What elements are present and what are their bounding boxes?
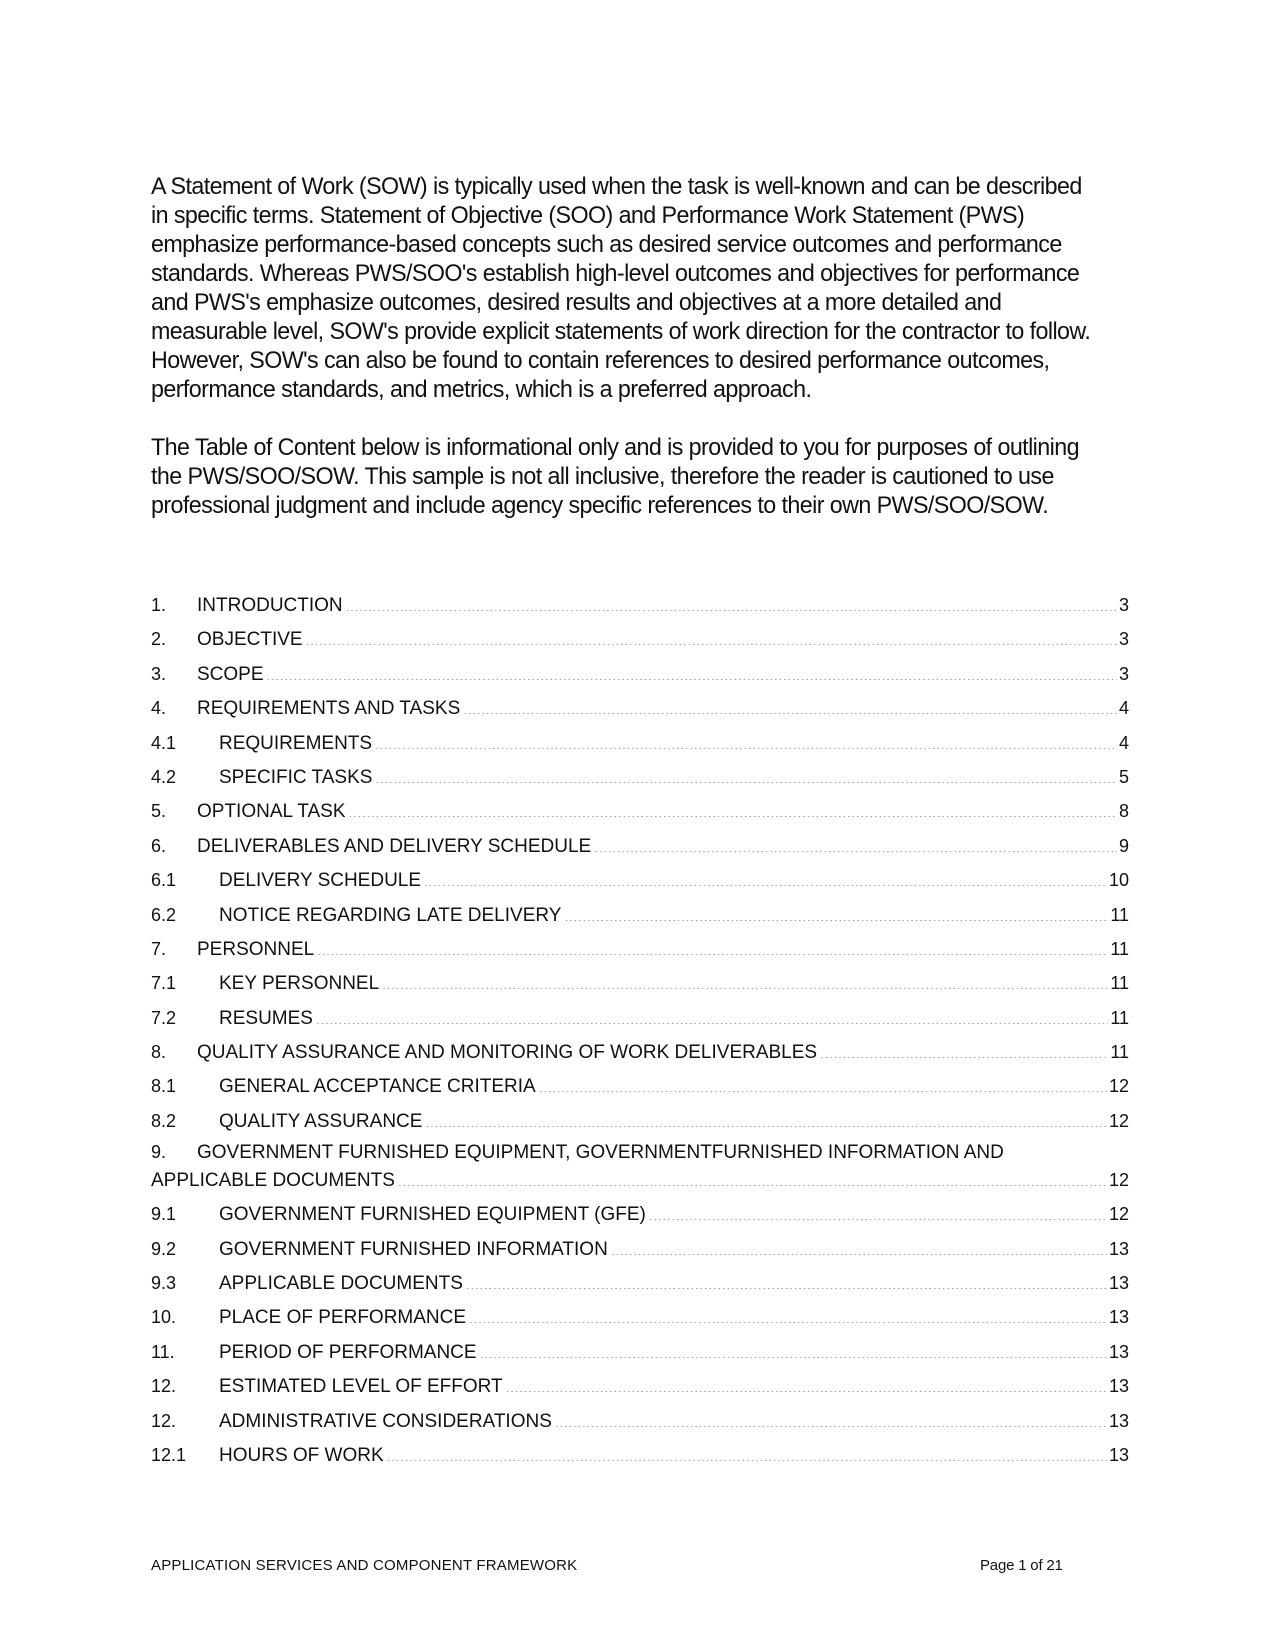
footer-document-title: APPLICATION SERVICES AND COMPONENT FRAMEWORK: [151, 1557, 578, 1574]
toc-leader-dots: [611, 1236, 1107, 1255]
intro-paragraph-1: A Statement of Work (SOW) is typically used when the task is well-known and can be described in specific terms. Statement of Objective (SOO) and Performance Work Statement (PWS) emphasize performance-based concepts such as desired service outcomes and performance standards. Whereas PWS/SOO's establish high-level outcomes and objectives for performance and PWS's emphasize outcomes, desired results and objectives at a more detailed and measurable level, SOW's provide explicit statements of work direction for the contractor to follow. However, SOW's can also be found to contain references to desired performance outcomes, performance standards, and metrics, which is a preferred approach.: [151, 173, 1091, 403]
toc-entry-title-continued: APPLICABLE DOCUMENTS: [151, 1170, 395, 1192]
toc-entry-title: HOURS OF WORK: [219, 1444, 384, 1466]
toc-leader-dots: [466, 1270, 1107, 1289]
toc-entry-page: 3: [1118, 595, 1129, 615]
toc-entry[interactable]: [151, 833, 1129, 867]
toc-leader-dots: [382, 970, 1108, 989]
table-of-contents: [151, 592, 1129, 1476]
toc-entry-title: OPTIONAL TASK: [197, 801, 346, 823]
toc-entry-page: 3: [1118, 663, 1129, 684]
toc-entry-title: QUALITY ASSURANCE AND MONITORING OF WORK DELIVERABLES: [197, 1042, 818, 1064]
toc-entry-number: 9.2: [151, 1238, 177, 1259]
toc-entry-page: 4: [1118, 698, 1129, 719]
toc-entry-page: 12: [1108, 1076, 1129, 1097]
toc-entry-title: DELIVERY SCHEDULE: [219, 870, 422, 892]
toc-entry-page: 12: [1108, 1170, 1129, 1191]
toc-entry[interactable]: [151, 1408, 1129, 1442]
toc-leader-dots: [424, 867, 1107, 886]
toc-entry-number: 4.2: [151, 766, 177, 787]
toc-leader-dots: [316, 1005, 1108, 1024]
toc-leader-dots: [506, 1373, 1107, 1392]
toc-entry-number: 2.: [151, 629, 167, 650]
toc-entry-number: 10.: [151, 1307, 177, 1328]
toc-entry-page: 11: [1110, 973, 1129, 994]
toc-entry-title: NOTICE REGARDING LATE DELIVERY: [219, 904, 562, 926]
toc-entry[interactable]: [151, 1201, 1129, 1235]
toc-entry-number: 1.: [151, 595, 167, 615]
toc-entry-title: GOVERNMENT FURNISHED EQUIPMENT (GFE): [219, 1204, 646, 1226]
toc-entry-title: ESTIMATED LEVEL OF EFFORT: [219, 1376, 503, 1398]
toc-entry[interactable]: [151, 1142, 1129, 1193]
toc-entry-page: 9: [1118, 835, 1129, 856]
toc-entry-title: RESUMES: [219, 1007, 313, 1029]
toc-entry-page: 4: [1118, 732, 1129, 753]
toc-entry-page: 13: [1108, 1341, 1129, 1362]
toc-leader-dots: [564, 902, 1108, 921]
toc-entry[interactable]: [151, 1373, 1129, 1407]
toc-entry-title: PERSONNEL: [197, 938, 315, 960]
toc-entry-page: 13: [1108, 1444, 1129, 1465]
toc-entry[interactable]: [151, 867, 1129, 901]
toc-entry[interactable]: [151, 661, 1129, 695]
toc-entry-page: 13: [1108, 1376, 1129, 1397]
toc-entry-number: 7.1: [151, 973, 177, 994]
intro-paragraph-2: The Table of Content below is informational only and is provided to you for purposes of outlining the PWS/SOO/SOW. This sample is not all inclusive, therefore the reader is cautioned to use professional judgment and include agency specific references to their own PWS/SOO/SOW.: [151, 434, 1079, 519]
toc-entry-title: DELIVERABLES AND DELIVERY SCHEDULE: [197, 835, 592, 857]
toc-entry-title: SPECIFIC TASKS: [219, 766, 373, 788]
toc-entry[interactable]: [151, 1039, 1129, 1073]
toc-entry[interactable]: [151, 730, 1129, 764]
toc-entry-title: INTRODUCTION: [197, 595, 343, 616]
toc-entry[interactable]: [151, 695, 1129, 729]
toc-entry-page: 11: [1110, 1007, 1129, 1028]
toc-entry-number: 9.: [151, 1142, 167, 1163]
toc-leader-dots: [267, 661, 1117, 680]
toc-entry[interactable]: [151, 1236, 1129, 1270]
toc-entry-page: 10: [1108, 870, 1129, 891]
toc-leader-dots: [349, 798, 1117, 817]
toc-entry-number: 9.3: [151, 1273, 177, 1294]
toc-entry-title: REQUIREMENTS AND TASKS: [197, 698, 461, 720]
toc-entry[interactable]: [151, 592, 1129, 626]
intro-text: [151, 172, 1102, 549]
toc-entry-number: 6.: [151, 835, 167, 856]
toc-entry-title: QUALITY ASSURANCE: [219, 1110, 423, 1132]
toc-entry[interactable]: [151, 626, 1129, 660]
toc-entry-title: SCOPE: [197, 663, 264, 685]
toc-entry-page: 13: [1108, 1307, 1129, 1328]
toc-leader-dots: [469, 1304, 1107, 1323]
toc-entry-page: 11: [1110, 1042, 1129, 1063]
toc-entry[interactable]: [151, 902, 1129, 936]
toc-entry-title: GOVERNMENT FURNISHED INFORMATION: [219, 1238, 608, 1260]
toc-entry[interactable]: [151, 936, 1129, 970]
toc-entry-number: 6.2: [151, 904, 177, 925]
toc-leader-dots: [387, 1442, 1107, 1461]
toc-entry-number: 8.: [151, 1042, 167, 1063]
toc-entry-number: 8.2: [151, 1110, 177, 1131]
toc-entry[interactable]: [151, 1108, 1129, 1142]
toc-entry-number: 6.1: [151, 870, 177, 891]
toc-leader-dots: [306, 626, 1117, 645]
toc-leader-dots: [398, 1167, 1107, 1186]
toc-entry[interactable]: [151, 1339, 1129, 1373]
toc-entry-title: KEY PERSONNEL: [219, 973, 380, 995]
toc-leader-dots: [555, 1408, 1107, 1427]
toc-entry-page: 8: [1118, 801, 1129, 822]
toc-entry-number: 12.: [151, 1410, 177, 1431]
toc-leader-dots: [480, 1339, 1107, 1358]
toc-entry-title: ADMINISTRATIVE CONSIDERATIONS: [219, 1410, 552, 1432]
toc-entry-number: 4.1: [151, 732, 177, 753]
toc-entry-page: 3: [1118, 629, 1129, 650]
toc-entry-number: 7.2: [151, 1007, 177, 1028]
toc-leader-dots: [463, 695, 1117, 714]
toc-entry[interactable]: [151, 764, 1129, 798]
toc-entry[interactable]: [151, 1005, 1129, 1039]
toc-entry-number: 7.: [151, 938, 167, 959]
toc-entry-page: 12: [1108, 1110, 1129, 1131]
toc-entry-title: PLACE OF PERFORMANCE: [219, 1307, 467, 1329]
toc-entry-number: 11.: [151, 1341, 175, 1362]
toc-leader-dots: [594, 833, 1117, 852]
toc-entry-title: REQUIREMENTS: [219, 732, 373, 754]
toc-entry-number: 8.1: [151, 1076, 177, 1097]
toc-entry[interactable]: [151, 1073, 1129, 1107]
toc-entry-page: 11: [1110, 938, 1129, 959]
toc-entry-page: 13: [1108, 1238, 1129, 1259]
toc-leader-dots: [375, 730, 1117, 749]
toc-entry-page: 11: [1110, 904, 1129, 925]
toc-entry-page: 12: [1108, 1204, 1129, 1225]
toc-leader-dots: [539, 1073, 1107, 1092]
footer-page-number: Page 1 of 21: [980, 1557, 1063, 1574]
toc-entry[interactable]: [151, 1304, 1129, 1338]
toc-leader-dots: [820, 1039, 1108, 1058]
toc-entry[interactable]: [151, 1270, 1129, 1304]
toc-entry-number: 5.: [151, 801, 167, 822]
toc-entry-number: 12.: [151, 1376, 177, 1397]
toc-entry-page: 5: [1118, 766, 1129, 787]
toc-entry[interactable]: [151, 1442, 1129, 1476]
toc-entry-number: 9.1: [151, 1204, 177, 1225]
toc-entry-page: 13: [1108, 1410, 1129, 1431]
toc-leader-dots: [649, 1201, 1107, 1220]
toc-leader-dots: [346, 592, 1117, 611]
toc-entry-title: OBJECTIVE: [197, 629, 303, 651]
toc-entry-number: 4.: [151, 698, 167, 719]
toc-entry-title: PERIOD OF PERFORMANCE: [219, 1341, 477, 1363]
toc-leader-dots: [425, 1108, 1107, 1127]
toc-entry[interactable]: [151, 970, 1129, 1004]
toc-entry-title: APPLICABLE DOCUMENTS: [219, 1273, 463, 1295]
toc-entry-number: 3.: [151, 663, 167, 684]
toc-leader-dots: [375, 764, 1117, 783]
toc-entry-page: 13: [1108, 1273, 1129, 1294]
toc-entry-title: GENERAL ACCEPTANCE CRITERIA: [219, 1076, 536, 1098]
toc-entry-title: GOVERNMENT FURNISHED EQUIPMENT, GOVERNMENTFURNISHED INFORMATION AND: [197, 1142, 1004, 1164]
toc-entry-number: 12.1: [151, 1444, 187, 1465]
toc-leader-dots: [317, 936, 1108, 955]
toc-entry[interactable]: [151, 798, 1129, 832]
